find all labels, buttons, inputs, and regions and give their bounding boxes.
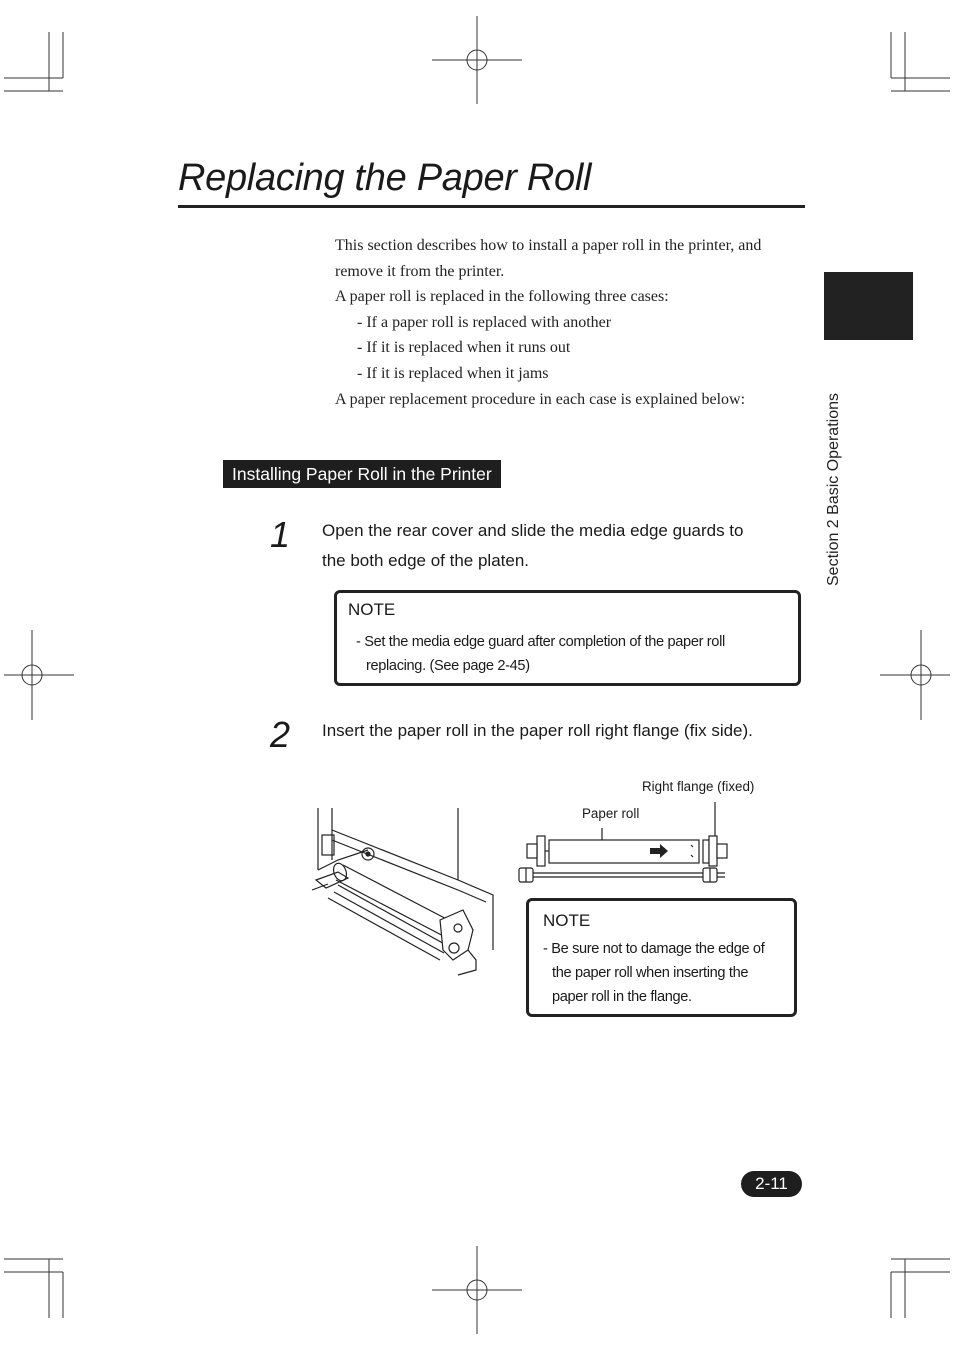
note-box	[334, 590, 801, 686]
note-line: - Be sure not to damage the edge of	[543, 941, 765, 957]
note-box	[526, 898, 797, 1017]
note-title: NOTE	[543, 911, 591, 930]
section-tab-label: Section 2 Basic Operations	[825, 393, 842, 586]
note-line: paper roll in the flange.	[552, 989, 692, 1005]
page-number: 2-11	[741, 1171, 802, 1197]
callout-paper-roll: Paper roll	[582, 806, 640, 821]
note-line: - Set the media edge guard after completion of the paper roll	[356, 634, 725, 650]
intro-line: This section describes how to install a paper roll in the printer, and	[335, 237, 762, 254]
step-line: Open the rear cover and slide the media edge guards to	[322, 521, 744, 540]
intro-line: A paper replacement procedure in each case is explained below:	[335, 390, 746, 408]
callout-right-flange: Right flange (fixed)	[642, 779, 755, 794]
step-text	[322, 516, 812, 576]
intro-line: A paper roll is replaced in the following three cases:	[335, 288, 669, 306]
step-number: 2	[270, 714, 291, 755]
note-line: the paper roll when inserting the	[552, 965, 749, 981]
section-heading: Installing Paper Roll in the Printer	[223, 460, 501, 488]
section-tab-block	[824, 272, 913, 340]
case-item: - If a paper roll is replaced with another	[357, 313, 612, 331]
intro-line: remove it from the printer.	[335, 262, 505, 280]
step-number: 1	[270, 514, 291, 555]
case-item: - If it is replaced when it jams	[357, 364, 549, 382]
intro-text	[335, 233, 805, 412]
step-line: the both edge of the platen.	[322, 551, 530, 570]
step-line: Insert the paper roll in the paper roll right flange (fix side).	[322, 721, 753, 740]
note-title: NOTE	[348, 600, 396, 619]
page-title: Replacing the Paper Roll	[178, 157, 592, 199]
case-item: - If it is replaced when it runs out	[357, 339, 571, 357]
note-line: replacing. (See page 2-45)	[366, 658, 530, 674]
printer-illustration	[308, 800, 523, 980]
title-underline	[178, 205, 805, 208]
